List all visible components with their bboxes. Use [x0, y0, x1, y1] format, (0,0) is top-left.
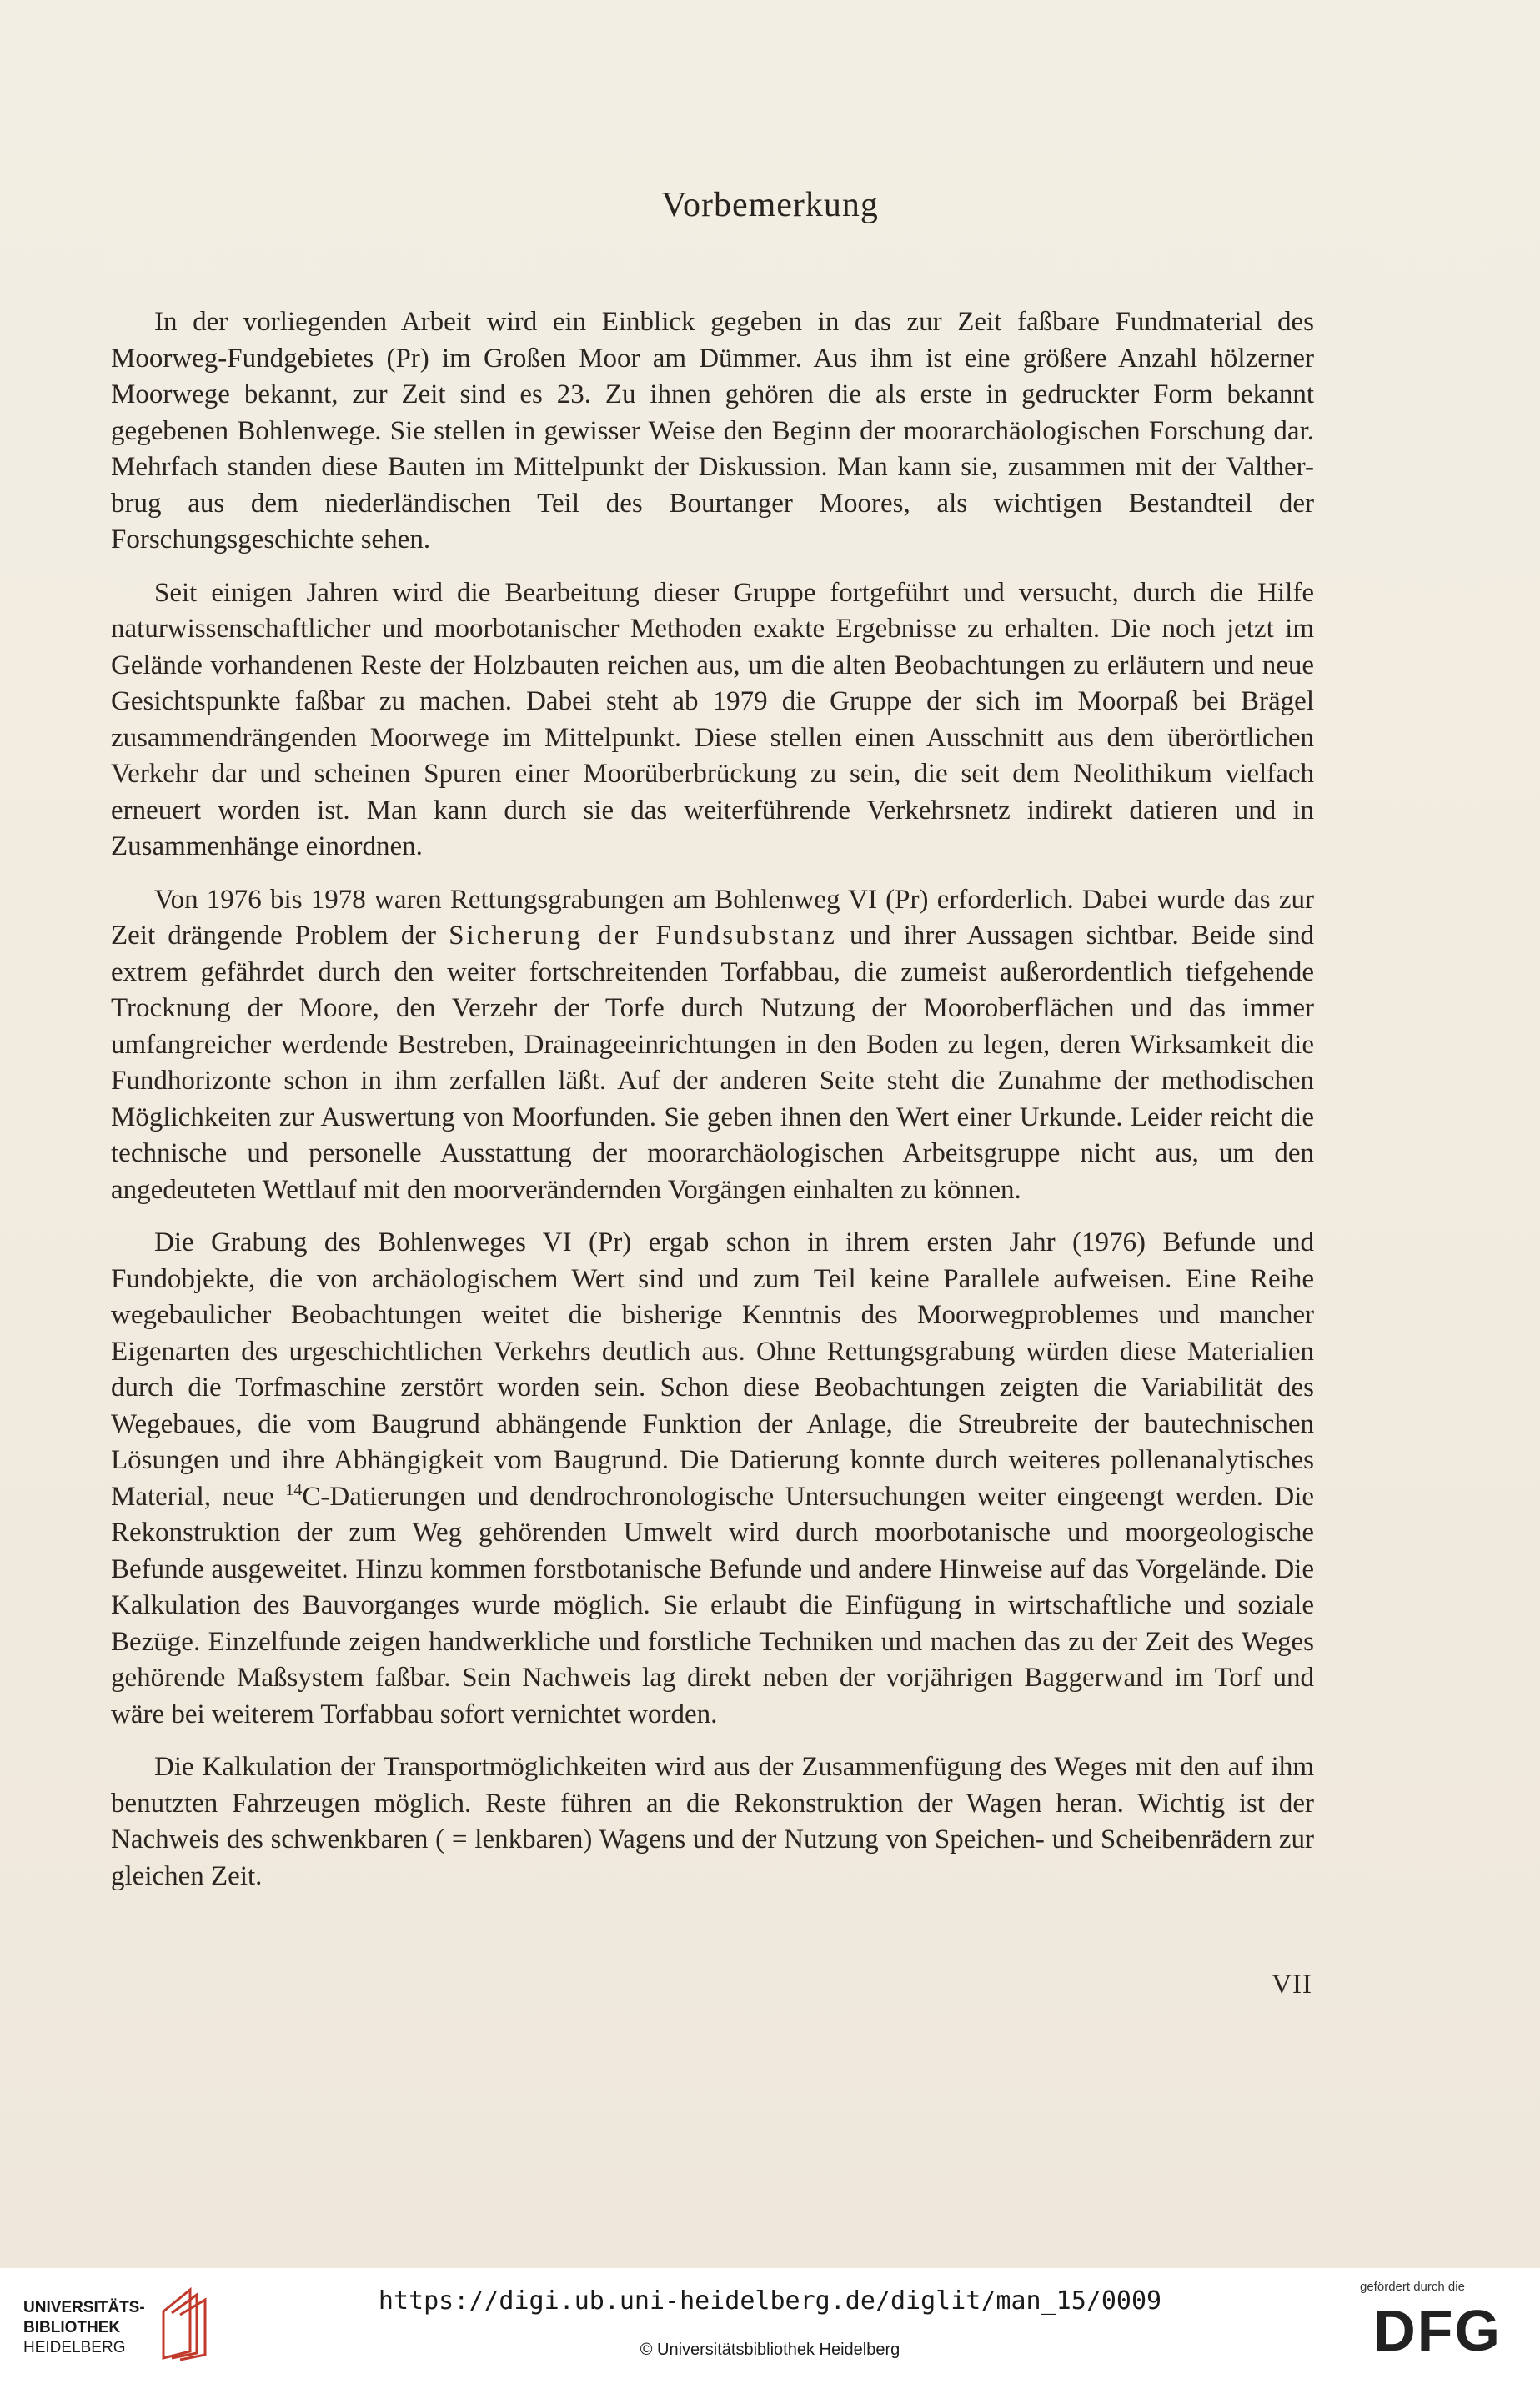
spaced-emphasis: Sicherung der Fundsubstanz	[449, 921, 837, 951]
page-number: VII	[1272, 1970, 1312, 2000]
paragraph-4-part-1: Die Grabung des Bohlenweges VI (Pr) ergab schon in ihrem ersten Jahr (1976) Befunde und Fundobjekte, die von archäologischem Wert sind und zum Teil keine Parallele aufweisen. Eine Reihe wegebaulicher Beobachtungen weitet die bisherige Kenntnis des Moorwegproblemes und mancher Eigenarten des urgeschichtlichen Verkehrs deutlich aus. Ohne Rettungsgrabung würden diese Materialien durch die Torfmaschine zerstört worden sein. Schon diese Beobachtungen zeigten die Variabilität des Wegebaues, die vom Baugrund abhängende Funktion der Anlage, die Streubreite der bautechnischen Lösungen und ihre Abhängigkeit vom Baugrund. Die Datierung konnte durch weiteres pollenanalytisches Material, neue	[111, 1227, 1314, 1512]
paragraph-5: Die Kalkulation der Transportmöglichkeiten wird aus der Zusammenfügung des Weges mit den auf ihm benutzten Fahrzeugen möglich. Reste führen an die Rekonstruktion der Wagen heran. Wichtig ist der Nachweis des schwenkbaren ( = lenkbaren) Wagens und der Nutzung von Speichen- und Scheibenrädern zur gleichen Zeit.	[111, 1752, 1314, 1891]
paragraph-3-part-2: und ihrer Aussagen sichtbar. Beide sind extrem gefährdet durch den weiter fortschreitenden Torfabbau, die zumeist außerordentlich tiefgehende Trocknung der Moore, den Verzehr der Torfe durch Nutzung der Mooroberflächen und das immer umfangreicher werdende Bestreben, Drainageeinrichtungen in den Boden zu legen, deren Wirksamkeit die Fundhorizonte schon in ihm zerfallen läßt. Auf der anderen Seite steht die Zunahme der methodischen Möglichkeiten zur Auswertung von Moorfunden. Sie geben ihnen den Wert einer Urkunde. Leider reicht die technische und personelle Ausstattung der moorarchäologischen Arbeitsgruppe nicht aus, um den angedeuteten Wettlauf mit den moorverändernden Vorgängen einhalten zu können.	[111, 921, 1314, 1205]
paragraph-4-part-2: C-Datierungen und dendrochronologische Untersuchungen weiter eingeengt werden. Die Rekonstruktion der zum Weg gehörenden Umwelt wird durch moorbotanische und moorgeologische Befunde ausgeweitet. Hinzu kommen forstbotanische Befunde und andere Hinweise auf das Vorgelände. Die Kalkulation des Bauvorganges wurde möglich. Sie erlaubt die Einfügung in wirtschaftliche und soziale Bezüge. Einzelfunde zeigen handwerkliche und forstliche Techniken und machen das zu der Zeit des Weges gehörende Maßsystem faßbar. Sein Nachweis lag direkt neben der vorjährigen Baggerwand im Torf und wäre bei weiterem Torfabbau sofort vernichtet worden.	[111, 1481, 1315, 1729]
viewer-footer	[0, 2268, 1540, 2384]
page-title: Vorbemerkung	[661, 186, 879, 224]
paragraph-4	[111, 1225, 1314, 1733]
paragraph-3	[111, 882, 1314, 1209]
paragraph-3-part-1: Von 1976 bis 1978 waren Rettungsgrabungen am Bohlenweg VI (Pr) erforderlich. Dabei wurde das zur Zeit drängende Problem der	[111, 884, 1314, 951]
copyright-notice: © Universitätsbibliothek Heidelberg	[640, 2341, 900, 2359]
superscript-14: 14	[285, 1480, 303, 1499]
permalink-url[interactable]: https://digi.ub.uni-heidelberg.de/diglit/man_15/0009	[378, 2286, 1162, 2316]
sponsor-note: gefördert durch die	[1360, 2280, 1465, 2294]
library-name-line-3: HEIDELBERG	[23, 2339, 126, 2356]
library-name-line-2: BIBLIOTHEK	[23, 2319, 121, 2336]
body-text	[111, 304, 1314, 1911]
library-name-line-1: UNIVERSITÄTS-	[23, 2299, 145, 2316]
paragraph-2: Seit einigen Jahren wird die Bearbeitung dieser Gruppe fortgeführt und versucht, durch die Hilfe naturwissenschaftlicher und moorbotanischer Methoden exakte Ergebnisse zu erhalten. Die noch jetzt im Gelände vorhandenen Reste der Holzbauten reichen aus, um die alten Beobachtungen zu erläutern und neue Gesichtspunkte faßbar zu machen. Dabei steht ab 1979 die Gruppe der sich im Moorpaß bei Brägel zusammendrängenden Moorwege im Mittelpunkt. Diese stellen einen Ausschnitt aus dem überörtlichen Verkehr dar und scheinen Spuren einer Moorüberbrückung zu sein, die seit dem Neolithikum vielfach erneuert worden ist. Man kann durch sie das weiterführende Verkehrsnetz indirekt datieren und in Zusammenhänge einordnen.	[111, 577, 1314, 861]
dfg-logo[interactable]: DFG	[1373, 2298, 1502, 2363]
paragraph-1: In der vorliegenden Arbeit wird ein Einblick gegeben in das zur Zeit faßbare Fundmaterial des Moorweg-Fundgebietes (Pr) im Großen Moor am Dümmer. Aus ihm ist eine größere Anzahl hölzerner Moorwege bekannt, zur Zeit sind es 23. Zu ihnen gehören die als erste in gedruckter Form bekannt gegebenen Bohlenwege. Sie stellen in gewisser Weise den Beginn der moorarchäologischen Forschung dar. Mehrfach standen diese Bauten im Mittelpunkt der Diskussion. Man kann sie, zusammen mit der Valther-brug aus dem niederländischen Teil des Bourtanger Moores, als wichtigen Bestandteil der Forschungsgeschichte sehen.	[111, 307, 1314, 555]
